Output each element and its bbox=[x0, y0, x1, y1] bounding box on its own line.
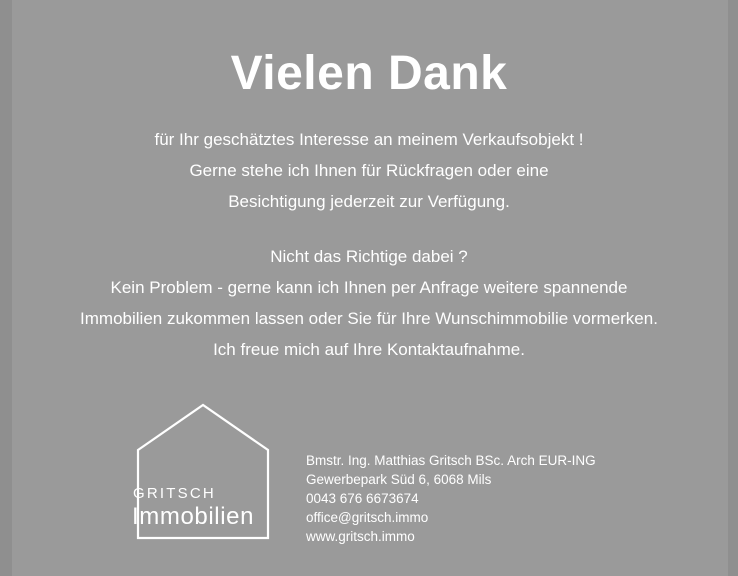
logo-company-sub: Immobilien bbox=[132, 503, 255, 530]
intro-line-1: für Ihr geschätztes Interesse an meinem Verkaufsobjekt ! bbox=[154, 130, 584, 149]
contact-address: Gewerbepark Süd 6, 6068 Mils bbox=[306, 472, 492, 487]
offer-line-2: Kein Problem - gerne kann ich Ihnen per Anfrage weitere spannende bbox=[110, 278, 628, 297]
company-logo bbox=[128, 400, 278, 545]
page-title: Vielen Dank bbox=[230, 47, 508, 100]
contact-website[interactable]: www.gritsch.immo bbox=[306, 529, 415, 544]
offer-line-3: Immobilien zukommen lassen oder Sie für Ihre Wunschimmobilie vormerken. bbox=[80, 309, 658, 328]
logo-company-name: GRITSCH bbox=[133, 485, 216, 502]
contact-person: Bmstr. Ing. Matthias Gritsch BSc. Arch EUR-ING bbox=[306, 453, 596, 468]
contact-details bbox=[306, 451, 596, 546]
offer-line-4: Ich freue mich auf Ihre Kontaktaufnahme. bbox=[213, 340, 525, 359]
offer-paragraph bbox=[0, 241, 738, 365]
intro-line-3: Besichtigung jederzeit zur Verfügung. bbox=[228, 192, 510, 211]
contact-email[interactable]: office@gritsch.immo bbox=[306, 510, 429, 525]
offer-line-1: Nicht das Richtige dabei ? bbox=[270, 247, 468, 266]
intro-line-2: Gerne stehe ich Ihnen für Rückfragen oder eine bbox=[189, 161, 549, 180]
intro-paragraph bbox=[0, 124, 738, 217]
contact-phone[interactable]: 0043 676 6673674 bbox=[306, 491, 419, 506]
